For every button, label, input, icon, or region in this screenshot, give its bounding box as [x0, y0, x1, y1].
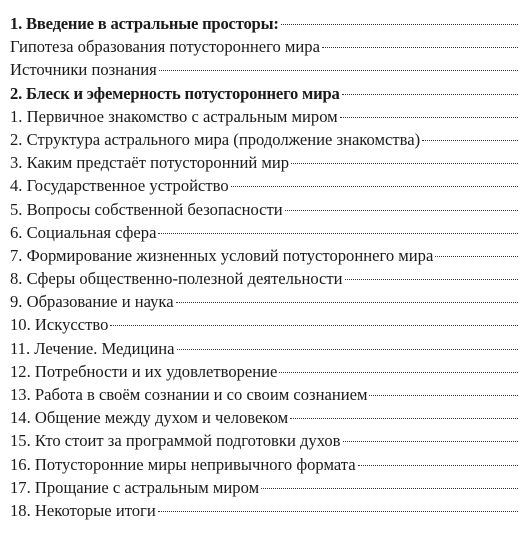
toc-entry[interactable]: [10, 198, 520, 221]
dot-leader: [358, 465, 518, 466]
dot-leader: [279, 372, 518, 373]
toc-entry-title: 13. Работа в своём сознании и со своим сознанием: [10, 385, 368, 404]
toc-entry-title: 12. Потребности и их удовлетворение: [10, 361, 278, 381]
toc-entry-title: 2. Структура астрального мира (продолжение знакомства): [10, 129, 421, 149]
toc-entry-title: 3. Каким предстаёт потусторонний мир: [10, 153, 290, 173]
dot-leader: [422, 140, 518, 141]
toc-entry-title: 6. Социальная сфера: [10, 222, 157, 242]
toc-entry-title: 4. Государственное устройство: [10, 176, 229, 196]
toc-entry-title: 10. Искусство: [10, 315, 109, 335]
toc-entry-title: 17. Прощание с астральным миром: [10, 477, 260, 497]
dot-leader: [231, 186, 518, 187]
dot-leader: [435, 256, 518, 257]
toc-entry[interactable]: [10, 174, 520, 197]
toc-entry[interactable]: [10, 499, 520, 522]
toc-entry[interactable]: [10, 267, 520, 290]
toc-section-heading[interactable]: [10, 82, 520, 105]
toc-entry[interactable]: [10, 337, 520, 360]
toc-entry-title: 8. Сферы общественно-полезной деятельности: [10, 269, 343, 289]
toc-entry[interactable]: [10, 476, 520, 499]
toc-entry[interactable]: [10, 58, 520, 81]
dot-leader: [340, 117, 518, 118]
dot-leader: [177, 349, 518, 350]
toc-entry[interactable]: [10, 128, 520, 151]
toc-entry-title: 1. Первичное знакомство с астральным миром: [10, 106, 338, 126]
toc-section-heading[interactable]: [10, 12, 520, 35]
dot-leader: [110, 325, 518, 326]
toc-entry[interactable]: [10, 105, 520, 128]
dot-leader: [285, 210, 518, 211]
dot-leader: [322, 47, 518, 48]
toc-entry-title: 15. Кто стоит за программой подготовки духов: [10, 431, 341, 451]
dot-leader: [158, 233, 518, 234]
toc-entry-title: 1. Введение в астральные просторы:: [10, 14, 279, 33]
toc-entry-title: 11. Лечение. Медицина: [10, 338, 175, 358]
toc-entry-title: 7. Формирование жизненных условий потустороннего мира: [10, 245, 434, 265]
dot-leader: [281, 24, 518, 25]
toc-entry-title: 18. Некоторые итоги: [10, 500, 156, 520]
toc-entry[interactable]: [10, 221, 520, 244]
dot-leader: [291, 163, 518, 164]
toc-entry[interactable]: [10, 290, 520, 313]
toc-entry-title: 2. Блеск и эфемерность потустороннего мира: [10, 83, 340, 103]
table-of-contents: [10, 12, 520, 522]
toc-entry[interactable]: [10, 406, 520, 429]
dot-leader: [261, 488, 518, 489]
toc-entry-title: 5. Вопросы собственной безопасности: [10, 199, 283, 219]
toc-entry[interactable]: [10, 35, 520, 58]
toc-entry-title: Гипотеза образования потустороннего мира: [10, 37, 320, 57]
toc-entry[interactable]: [10, 429, 520, 452]
toc-entry-title: 14. Общение между духом и человеком: [10, 408, 289, 428]
dot-leader: [343, 441, 518, 442]
toc-entry-title: 16. Потусторонние миры непривычного формата: [10, 454, 356, 474]
toc-entry[interactable]: [10, 453, 520, 476]
dot-leader: [176, 302, 518, 303]
toc-entry-title: 9. Образование и наука: [10, 292, 174, 312]
toc-entry[interactable]: [10, 244, 520, 267]
toc-entry[interactable]: [10, 313, 520, 336]
dot-leader: [342, 94, 518, 95]
dot-leader: [159, 70, 518, 71]
dot-leader: [369, 395, 518, 396]
toc-entry[interactable]: [10, 360, 520, 383]
dot-leader: [158, 511, 518, 512]
dot-leader: [345, 279, 518, 280]
toc-entry[interactable]: [10, 151, 520, 174]
toc-entry[interactable]: [10, 383, 520, 406]
dot-leader: [290, 418, 518, 419]
toc-entry-title: Источники познания: [10, 60, 157, 80]
